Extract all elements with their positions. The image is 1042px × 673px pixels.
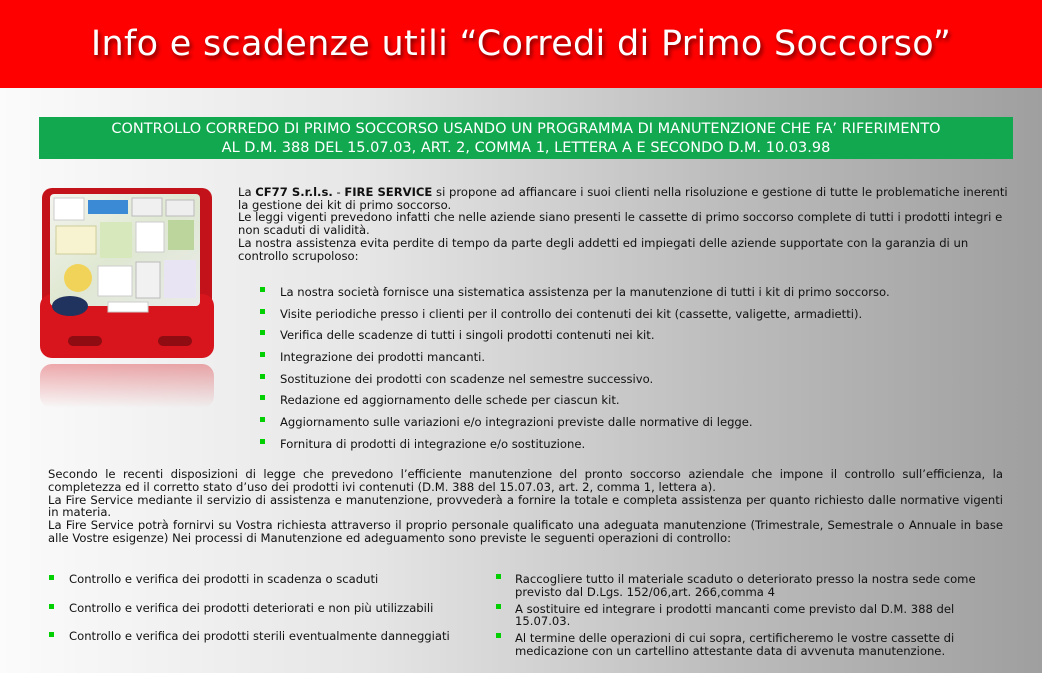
- first-aid-kit-image: [38, 186, 216, 408]
- list-item: [48, 572, 450, 601]
- services-list: [259, 284, 890, 458]
- intro-paragraph-2: Le leggi vigenti prevedono infatti che nelle aziende siano presenti le cassette di primo soccorso complete di tutti i prodotti integri e non scaduti di validità.: [238, 210, 1003, 238]
- list-item-text: Fornitura di prodotti di integrazione e/o sostituzione.: [280, 436, 586, 451]
- list-item-text: Sostituzione dei prodotti con scadenze nel semestre successivo.: [280, 371, 654, 386]
- green-square-bullet-icon: [260, 330, 265, 335]
- list-item: [259, 392, 890, 414]
- green-square-bullet-icon: [49, 604, 54, 609]
- green-square-bullet-icon: [260, 287, 265, 292]
- list-item-text: Verifica delle scadenze di tutti i singoli prodotti contenuti nei kit.: [280, 328, 655, 343]
- list-item-text: La nostra società fornisce una sistematica assistenza per la manutenzione di tutti i kit di primo soccorso.: [280, 285, 890, 299]
- banner-line-1: CONTROLLO CORREDO DI PRIMO SOCCORSO USANDO UN PROGRAMMA DI MANUTENZIONE CHE FA’ RIFERIMENTO: [111, 121, 941, 137]
- list-item-text: Controllo e verifica dei prodotti sterili eventualmente danneggiati: [69, 629, 450, 643]
- list-item: [259, 327, 890, 349]
- green-square-bullet-icon: [260, 374, 265, 379]
- intro-paragraph-1: [238, 186, 1008, 211]
- list-item-text: Controllo e verifica dei prodotti deteriorati e non più utilizzabili: [69, 600, 434, 615]
- intro-lead-rest: si propone ad affiancare i suoi clienti nella risoluzione e gestione di tutte le problematiche inerenti la gestione dei kit di primo soccorso.: [238, 185, 1008, 212]
- green-square-bullet-icon: [260, 352, 265, 357]
- list-item: [48, 601, 450, 630]
- list-item: [259, 349, 890, 371]
- list-item: [259, 414, 890, 436]
- section-banner: [39, 117, 1013, 159]
- green-square-bullet-icon: [496, 574, 501, 579]
- list-item: [259, 371, 890, 393]
- intro-text: [238, 186, 1008, 262]
- controls-list-left: [48, 572, 450, 658]
- list-item-text: Redazione ed aggiornamento delle schede per ciascun kit.: [280, 393, 620, 408]
- green-square-bullet-icon: [260, 417, 265, 422]
- list-item-text: Integrazione dei prodotti mancanti.: [280, 350, 486, 365]
- page-title: Info e scadenze utili “Corredi di Primo Soccorso”: [90, 24, 952, 64]
- list-item: [495, 632, 985, 658]
- green-square-bullet-icon: [49, 575, 54, 580]
- list-item-text: Raccogliere tutto il materiale scaduto o deteriorato presso la nostra sede come previsto dal D.Lgs. 152/06,art. 266,comma 4: [515, 572, 976, 599]
- green-square-bullet-icon: [496, 604, 501, 609]
- list-item: [495, 603, 985, 629]
- regulation-text: [48, 468, 1003, 545]
- list-item: [259, 436, 890, 458]
- list-item: [259, 306, 890, 328]
- banner-line-2: AL D.M. 388 DEL 15.07.03, ART. 2, COMMA 1, LETTERA A E SECONDO D.M. 10.03.98: [221, 140, 831, 156]
- green-square-bullet-icon: [496, 633, 501, 638]
- brand-name: FIRE SERVICE: [344, 185, 433, 199]
- intro-lead-prefix: La: [238, 185, 256, 199]
- green-square-bullet-icon: [49, 632, 54, 637]
- intro-dash: -: [332, 185, 345, 199]
- green-square-bullet-icon: [260, 439, 265, 444]
- list-item: [48, 629, 450, 658]
- regulation-paragraph-3: La Fire Service potrà fornirvi su Vostra richiesta attraverso il proprio personale qualificato una adeguata manutenzione (Trimestrale, Semestrale o Annuale in base alle Vostre esigenze) Nei processi di Manutenzione ed adeguamento sono previste le seguenti operazioni di controllo:: [48, 518, 1003, 545]
- list-item-text: Aggiornamento sulle variazioni e/o integrazioni previste dalle normative di legge.: [280, 415, 753, 430]
- intro-paragraph-3: La nostra assistenza evita perdite di tempo da parte degli addetti ed impiegati delle aziende supportate con la garanzia di un controllo scrupoloso:: [238, 235, 969, 263]
- green-square-bullet-icon: [260, 309, 265, 314]
- regulation-paragraph-2: La Fire Service mediante il servizio di assistenza e manutenzione, provvederà a fornire la totale e completa assistenza per quanto richiesto dalle normative vigenti in materia.: [48, 492, 1003, 520]
- regulation-paragraph-1: Secondo le recenti disposizioni di legge che prevedono l’efficiente manutenzione del pronto soccorso aziendale che impone il controllo sull’efficienza, la completezza ed il corretto stato d’uso dei prodotti ivi contenuti (D.M. 388 del 15.07.03, art. 2, comma 1, lettera a).: [48, 467, 1003, 494]
- controls-list-right: [495, 573, 985, 662]
- list-item-text: Controllo e verifica dei prodotti in scadenza o scaduti: [69, 572, 379, 586]
- list-item-text: A sostituire ed integrare i prodotti mancanti come previsto dal D.M. 388 del 15.07.03.: [515, 601, 955, 629]
- list-item-text: Visite periodiche presso i clienti per il controllo dei contenuti dei kit (cassette, valigette, armadietti).: [280, 306, 863, 321]
- list-item: [495, 573, 985, 599]
- list-item-text: Al termine delle operazioni di cui sopra, certificheremo le vostre cassette di medicazione con un cartellino attestante data di avvenuta manutenzione.: [515, 631, 955, 658]
- green-square-bullet-icon: [260, 395, 265, 400]
- list-item: [259, 284, 890, 306]
- company-name: CF77 S.r.l.s.: [255, 185, 333, 199]
- page-header: [0, 0, 1042, 88]
